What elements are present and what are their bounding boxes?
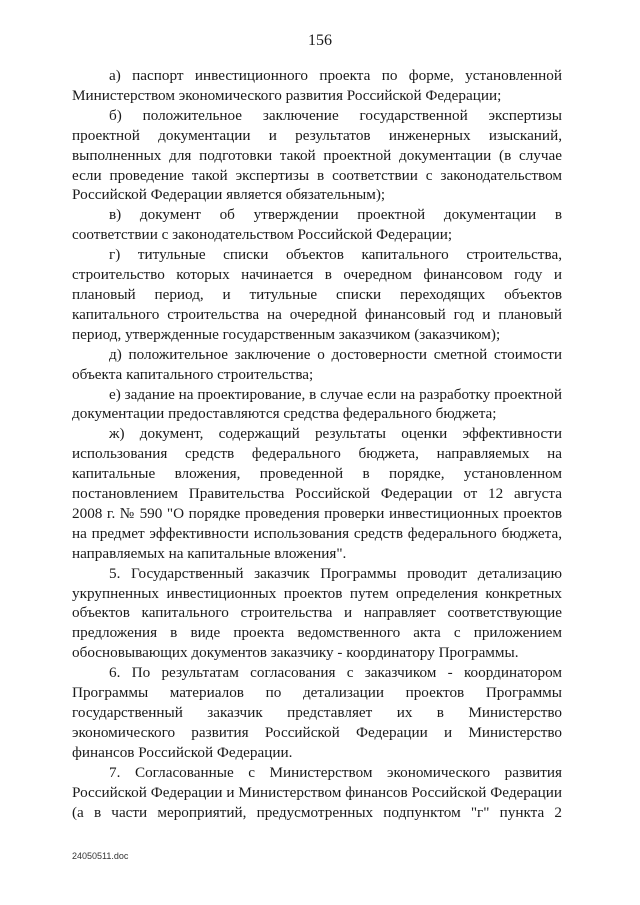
text-line: (а в части мероприятий, предусмотренных подпунктом "г" пункта 2 xyxy=(72,803,562,821)
text-line: финансов Российской Федерации. xyxy=(72,743,293,761)
text-line: 7. Согласованные с Министерством экономического развития xyxy=(109,763,562,781)
text-line: документации предоставляются средства федерального бюджета; xyxy=(72,405,497,423)
paragraph-a xyxy=(72,66,562,106)
text-line: укрупненных инвестиционных проектов путем определения конкретных xyxy=(72,584,562,602)
text-line: Российской Федерации и Министерством финансов Российской Федерации xyxy=(72,783,562,801)
text-line: в) документ об утверждении проектной документации в xyxy=(109,206,562,224)
text-line: объекта капитального строительства; xyxy=(72,365,314,383)
text-line: если проведение такой экспертизы в соответствии с законодательством xyxy=(72,166,562,184)
text-line: период, утвержденные государственным заказчиком (заказчиком); xyxy=(72,325,501,343)
text-line: выполненных для подготовки такой проектной документации (в случае xyxy=(72,146,562,164)
page-number: 156 xyxy=(308,32,332,49)
footer-filename: 24050511.doc xyxy=(72,851,129,861)
text-line: а) паспорт инвестиционного проекта по форме, установленной xyxy=(109,67,562,84)
paragraph-zh xyxy=(72,424,562,563)
paragraph-e xyxy=(72,385,562,425)
text-line: капитального строительства на очередной финансовый год и плановый xyxy=(72,305,562,323)
text-line: экономического развития Российской Федерации и Министерство xyxy=(72,723,562,741)
text-line: объектов капитального строительства и направляет соответствующие xyxy=(72,604,562,622)
text-line: капитальные вложения, проведенной в порядке, установленном xyxy=(72,465,562,483)
text-line: на предмет эффективности использования средств федерального бюджета, xyxy=(72,524,562,542)
text-line: 5. Государственный заказчик Программы проводит детализацию xyxy=(109,564,562,582)
text-line: д) положительное заключение о достоверности сметной стоимости xyxy=(109,345,562,363)
paragraph-g xyxy=(72,245,562,345)
text-line: плановый период, и титульные списки переходящих объектов xyxy=(72,285,562,303)
document-body xyxy=(72,66,562,822)
paragraph-7 xyxy=(72,763,562,823)
text-line: использования средств федерального бюджета, направляемых на xyxy=(72,445,562,463)
paragraph-v xyxy=(72,205,562,245)
paragraph-5 xyxy=(72,564,562,664)
text-line: обосновывающих документов заказчику - координатору Программы. xyxy=(72,644,519,662)
text-line: б) положительное заключение государственной экспертизы xyxy=(109,106,562,124)
text-line: постановлением Правительства Российской Федерации от 12 августа xyxy=(72,485,562,503)
text-line: направляемых на капитальные вложения". xyxy=(72,544,347,562)
text-line: соответствии с законодательством Российской Федерации; xyxy=(72,226,453,244)
text-line: ж) документ, содержащий результаты оценки эффективности xyxy=(109,425,562,443)
text-line: строительство которых начинается в очередном финансовом году и xyxy=(72,266,562,284)
text-line: 6. По результатам согласования с заказчиком - координатором xyxy=(109,664,562,682)
text-line: 2008 г. № 590 "О порядке проведения проверки инвестиционных проектов xyxy=(72,504,562,522)
paragraph-b xyxy=(72,106,562,206)
text-line: государственный заказчик представляет их в Министерство xyxy=(72,704,562,721)
paragraph-6 xyxy=(72,663,562,763)
text-line: г) титульные списки объектов капитального строительства, xyxy=(109,246,562,264)
text-line: проектной документации и результатов инженерных изысканий, xyxy=(72,126,562,144)
text-line: Программы материалов по детализации проектов Программы xyxy=(72,684,562,702)
text-line: е) задание на проектирование, в случае если на разработку проектной xyxy=(109,385,562,403)
text-line: предложения в виде проекта ведомственного акта с приложением xyxy=(72,624,562,642)
text-line: Министерством экономического развития Российской Федерации; xyxy=(72,86,502,104)
text-line: Российской Федерации является обязательным); xyxy=(72,186,386,204)
paragraph-d xyxy=(72,345,562,385)
